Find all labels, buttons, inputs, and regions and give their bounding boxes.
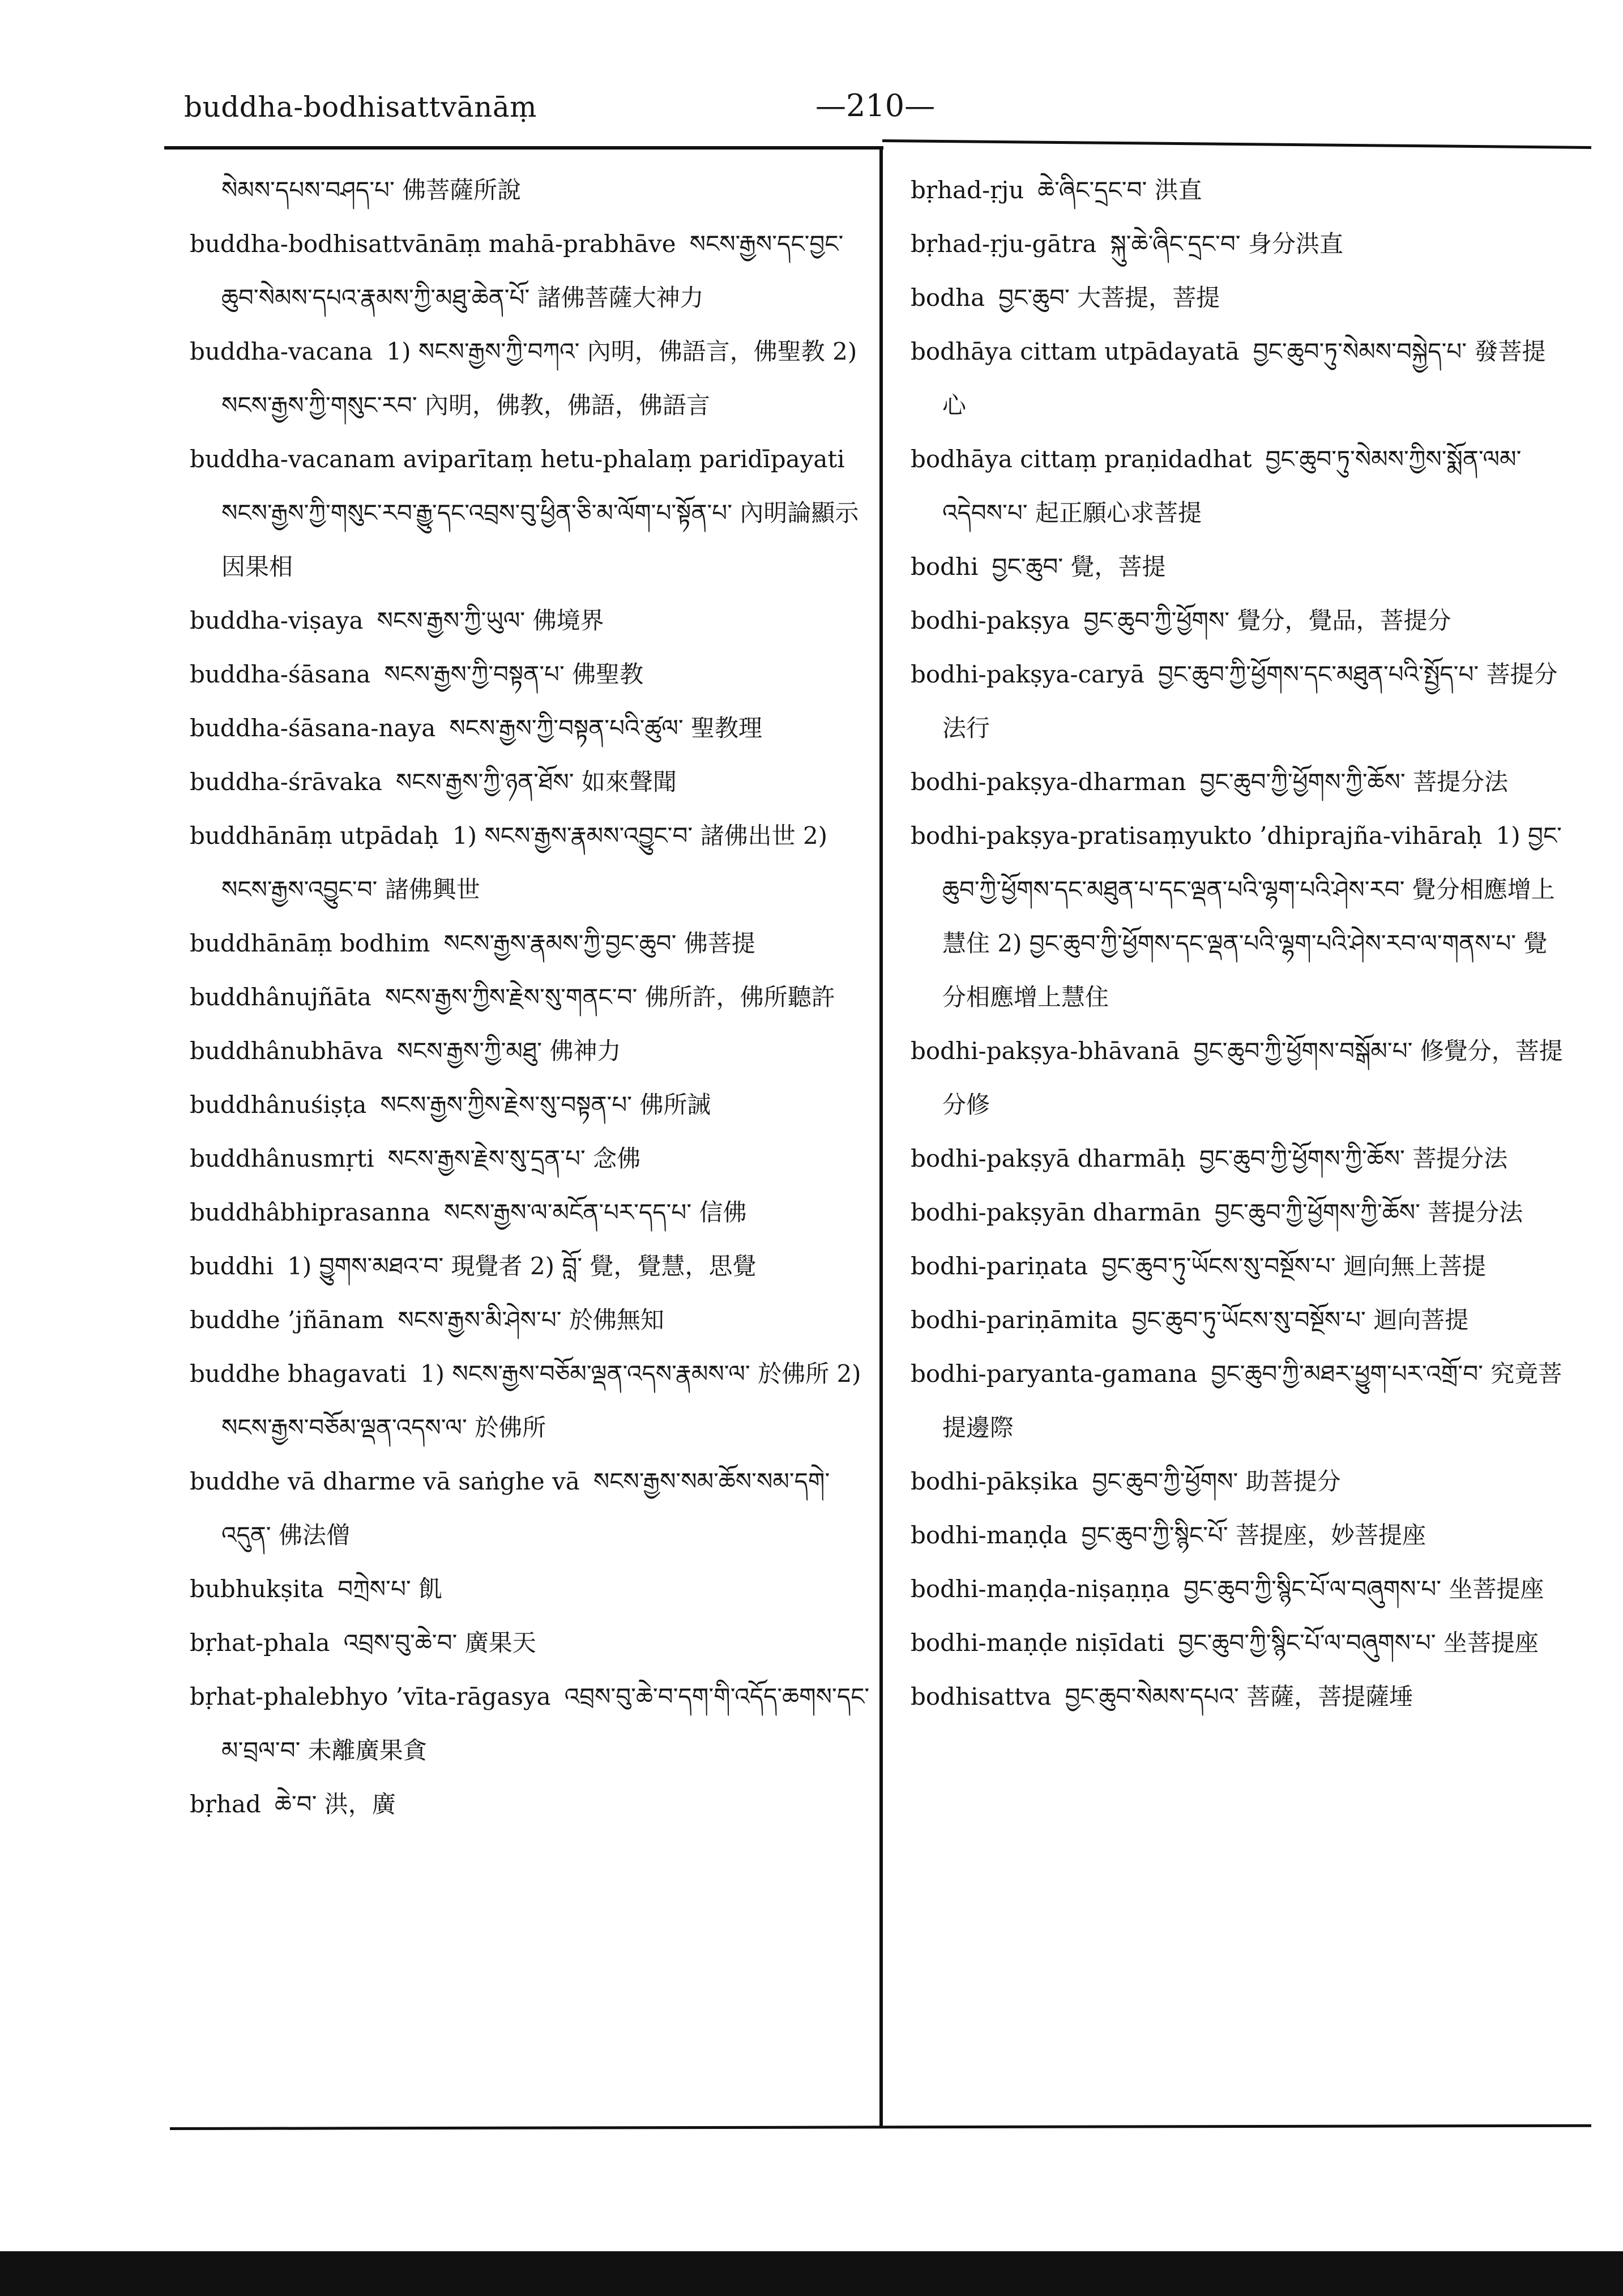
dictionary-entry <box>911 809 1568 1024</box>
entry-definition: བྱང་ཆུབ་ཏུ་ཡོངས་སུ་བསྔོས་པ་ 迴向無上菩提 <box>1101 1252 1486 1280</box>
entry-definition: སེམས་དཔས་བཤད་པ་ 佛菩薩所說 <box>221 176 522 204</box>
entry-headword: bodhi-paryanta-gamana <box>911 1360 1198 1388</box>
entry-definition: བྱང་ཆུབ་ཏུ་སེམས་བསྐྱེད་པ་ 發菩提心 <box>942 338 1546 419</box>
dictionary-entry <box>190 1185 875 1239</box>
entry-headword: bodha <box>911 284 985 311</box>
entry-definition: སངས་རྒྱས་ཀྱིས་རྗེས་སུ་གནང་བ་ 佛所許，佛所聽許 <box>385 983 835 1011</box>
dictionary-entry <box>911 217 1568 271</box>
dictionary-entry <box>190 1132 875 1185</box>
entry-headword: bodhi-maṇḍa <box>911 1521 1068 1549</box>
running-head: buddha-bodhisattvānāṃ <box>184 91 537 123</box>
entry-headword: bodhi-pakṣya-bhāvanā <box>911 1037 1180 1065</box>
entry-definition: ཆེ་ཞིང་དྲང་བ་ 洪直 <box>1037 176 1202 204</box>
entry-definition: འབྲས་བུ་ཆེ་བ་ 廣果天 <box>343 1629 536 1657</box>
dictionary-entry <box>190 1293 875 1347</box>
entry-headword: bodhi <box>911 553 979 581</box>
entry-definition: བྱང་ཆུབ་ 大菩提，菩提 <box>998 284 1220 311</box>
entry-definition: བྱང་ཆུབ་ཏུ་སེམས་ཀྱིས་སྨོན་ལམ་འདེབས་པ་ 起正願心求菩提 <box>942 445 1522 527</box>
entry-headword: bṛhad-ṛju <box>911 176 1024 204</box>
dictionary-entry <box>911 1562 1568 1616</box>
entry-headword: bodhi-maṇḍe niṣīdati <box>911 1629 1165 1657</box>
entry-definition: 1) སངས་རྒྱས་བཅོམ་ལྡན་འདས་རྣམས་ལ་ 於佛所 2) སངས་རྒྱས་བཅོམ་ལྡན་འདས་ལ་ 於佛所 <box>221 1360 861 1441</box>
entry-headword: bṛhad-ṛju-gātra <box>911 230 1097 258</box>
dictionary-entry <box>190 1454 875 1562</box>
dictionary-entry <box>190 970 875 1024</box>
dictionary-entry <box>190 1562 875 1616</box>
entry-definition: བྱང་ཆུབ་ཀྱི་ཕྱོགས་ཀྱི་ཆོས་ 菩提分法 <box>1199 1145 1508 1172</box>
entry-definition: བྱང་ཆུབ་ཀྱི་ཕྱོགས་ 助菩提分 <box>1092 1467 1341 1495</box>
dictionary-entry <box>190 1670 875 1777</box>
dictionary-entry <box>911 271 1568 325</box>
dictionary-entry <box>190 325 875 432</box>
entry-headword: bubhukṣita <box>190 1575 324 1603</box>
dictionary-entry <box>911 1239 1568 1293</box>
dictionary-entry <box>190 1777 875 1831</box>
entry-headword: buddhe bhagavati <box>190 1360 407 1388</box>
entry-definition: 1) བྱང་ཆུབ་ཀྱི་ཕྱོགས་དང་མཐུན་པ་དང་ལྡན་པའི་ལྷག་པའི་ཤེས་རབ་ 覺分相應增上慧住 2) བྱང་ཆུབ་ཀྱི་ཕྱོགས་དང་ལྡན་པའི་ལྷག་པའི་ཤེས་རབ་ལ་གནས་པ་ 覺分相應增上慧住 <box>942 822 1562 1011</box>
dictionary-entry <box>911 1508 1568 1562</box>
entry-definition: བྱང་ཆུབ་ཀྱི་སྙིང་པོ་ 菩提座，妙菩提座 <box>1081 1521 1426 1549</box>
entry-headword: buddhânuśiṣṭa <box>190 1091 367 1119</box>
entry-headword: bṛhat-phalebhyo ’vīta-rāgasya <box>190 1683 551 1710</box>
entry-headword: buddhânujñāta <box>190 983 371 1011</box>
dictionary-entry <box>190 1024 875 1078</box>
column-divider <box>879 146 883 2128</box>
entry-definition: 1) སངས་རྒྱས་རྣམས་འབྱུང་བ་ 諸佛出世 2) སངས་རྒྱས་འབྱུང་བ་ 諸佛興世 <box>221 822 828 903</box>
dictionary-entry <box>190 217 875 325</box>
entry-definition: 1) སངས་རྒྱས་ཀྱི་བཀའ་ 內明，佛語言，佛聖教 2) སངས་རྒྱས་ཀྱི་གསུང་རབ་ 內明，佛教，佛語，佛語言 <box>221 338 857 419</box>
entry-headword: buddha-bodhisattvānāṃ mahā-prabhāve <box>190 230 676 258</box>
entry-definition: སྐུ་ཆེ་ཞིང་དྲང་བ་ 身分洪直 <box>1110 230 1343 258</box>
entry-headword: buddha-śāsana <box>190 660 371 688</box>
entry-headword: buddha-vacana <box>190 338 373 365</box>
entry-definition: བྱང་ཆུབ་ཀྱི་ཕྱོགས་བསྒོམ་པ་ 修覺分，菩提分修 <box>942 1037 1563 1119</box>
dictionary-entry <box>190 432 875 594</box>
entry-definition: ཆེ་བ་ 洪，廣 <box>274 1790 396 1818</box>
entry-headword: bodhi-pakṣyā dharmāḥ <box>911 1145 1186 1172</box>
entry-definition: སངས་རྒྱས་ལ་མངོན་པར་དད་པ་ 信佛 <box>443 1198 747 1226</box>
entry-headword: bodhi-pakṣya-caryā <box>911 660 1145 688</box>
dictionary-entry <box>911 432 1568 540</box>
entry-definition: བཀྲེས་པ་ 飢 <box>338 1575 443 1603</box>
entry-headword: bṛhat-phala <box>190 1629 330 1657</box>
dictionary-entry <box>190 1239 875 1293</box>
dictionary-entry <box>911 1347 1568 1454</box>
entry-definition: སངས་རྒྱས་སམ་ཆོས་སམ་དགེ་འདུན་ 佛法僧 <box>221 1467 830 1549</box>
entry-headword: buddhânubhāva <box>190 1037 383 1065</box>
dictionary-entry <box>911 1024 1568 1132</box>
entry-definition: བྱང་ཆུབ་ཀྱི་ཕྱོགས་ཀྱི་ཆོས་ 菩提分法 <box>1199 768 1509 796</box>
entry-definition: སངས་རྒྱས་ཀྱི་ཉན་ཐོས་ 如來聲聞 <box>395 768 677 796</box>
entry-definition: བྱང་ཆུབ་ཀྱི་མཐར་ཕྱུག་པར་འགྲོ་བ་ 究竟菩提邊際 <box>942 1360 1562 1441</box>
dictionary-entry <box>911 1132 1568 1185</box>
dictionary-entry <box>911 540 1568 594</box>
entry-definition: བྱང་ཆུབ་ 覺，菩提 <box>992 553 1166 581</box>
entry-definition: སངས་རྒྱས་ཀྱི་མཐུ་ 佛神力 <box>396 1037 621 1065</box>
dictionary-entry <box>190 1347 875 1454</box>
entry-headword: buddha-śāsana-naya <box>190 714 436 742</box>
dictionary-entry <box>911 594 1568 647</box>
entry-headword: bodhāya cittam utpādayatā <box>911 338 1240 365</box>
top-rule-right <box>882 139 1591 149</box>
entry-headword: bodhi-pariṇata <box>911 1252 1088 1280</box>
dictionary-entry <box>190 1078 875 1132</box>
entry-headword: buddhi <box>190 1252 274 1280</box>
dictionary-entry <box>190 755 875 809</box>
dictionary-entry <box>911 1185 1568 1239</box>
left-column <box>190 163 875 1831</box>
entry-definition: སངས་རྒྱས་དང་བྱང་ཆུབ་སེམས་དཔའ་རྣམས་ཀྱི་མཐུ་ཆེན་པོ་ 諸佛菩薩大神力 <box>221 230 844 311</box>
entry-headword: buddha-śrāvaka <box>190 768 382 796</box>
entry-definition: བྱང་ཆུབ་སེམས་དཔའ་ 菩薩，菩提薩埵 <box>1065 1683 1413 1710</box>
entry-headword: bodhi-pākṣika <box>911 1467 1079 1495</box>
dictionary-entry <box>911 325 1568 432</box>
entry-definition: བྱང་ཆུབ་ཀྱི་ཕྱོགས་ཀྱི་ཆོས་ 菩提分法 <box>1214 1198 1523 1226</box>
entry-headword: bodhāya cittaṃ praṇidadhat <box>911 445 1252 473</box>
dictionary-entry <box>911 1293 1568 1347</box>
entry-definition: བྱང་ཆུབ་ཀྱི་ཕྱོགས་དང་མཐུན་པའི་སྤྱོད་པ་ 菩提分法行 <box>942 660 1558 742</box>
dictionary-entry <box>190 701 875 755</box>
entry-definition: སངས་རྒྱས་རྣམས་ཀྱི་བྱང་ཆུབ་ 佛菩提 <box>443 929 755 957</box>
entry-headword: buddhe vā dharme vā saṅghe vā <box>190 1467 580 1495</box>
entry-headword: buddhānāṃ bodhim <box>190 929 430 957</box>
dictionary-entry <box>190 1616 875 1670</box>
entry-definition: སངས་རྒྱས་ཀྱི་གསུང་རབ་རྒྱུ་དང་འབྲས་བུ་ཕྱིན་ཅི་མ་ལོག་པ་སྟོན་པ་ 內明論顯示因果相 <box>221 499 859 581</box>
dictionary-entry <box>911 647 1568 755</box>
dictionary-entry <box>911 163 1568 217</box>
dictionary-entry <box>911 1454 1568 1508</box>
scan-bottom-edge <box>0 2251 1623 2296</box>
entry-headword: buddha-vacanam aviparītaṃ hetu-phalaṃ paridīpayati <box>190 445 845 473</box>
entry-headword: bodhi-pakṣya-dharman <box>911 768 1186 796</box>
dictionary-entry <box>911 1670 1568 1723</box>
dictionary-entry <box>190 594 875 647</box>
entry-definition: 1) བྱུགས་མཐའ་བ་ 現覺者 2) བློ་ 覺，覺慧，思覺 <box>287 1252 757 1280</box>
dictionary-entry <box>911 755 1568 809</box>
entry-headword: buddhānāṃ utpādaḥ <box>190 822 439 850</box>
dictionary-entry <box>911 1616 1568 1670</box>
entry-definition: སངས་རྒྱས་ཀྱི་བསྟན་པ་ 佛聖教 <box>384 660 644 688</box>
entry-definition: བྱང་ཆུབ་ཀྱི་སྙིང་པོ་ལ་བཞུགས་པ་ 坐菩提座 <box>1178 1629 1539 1657</box>
entry-headword: bodhi-pakṣyān dharmān <box>911 1198 1201 1226</box>
entry-definition: བྱང་ཆུབ་ཀྱི་ཕྱོགས་ 覺分，覺品，菩提分 <box>1083 607 1451 634</box>
dictionary-entry <box>190 916 875 970</box>
entry-headword: bodhisattva <box>911 1683 1052 1710</box>
dictionary-entry <box>190 163 875 217</box>
entry-headword: buddhânusmṛti <box>190 1145 374 1172</box>
top-rule-left <box>164 146 883 150</box>
dictionary-entry <box>190 647 875 701</box>
entry-headword: buddhe ’jñānam <box>190 1306 385 1334</box>
entry-definition: འབྲས་བུ་ཆེ་བ་དག་གི་འདོད་ཆགས་དང་མ་བྲལ་བ་ 未離廣果貪 <box>221 1683 870 1764</box>
entry-definition: བྱང་ཆུབ་ཏུ་ཡོངས་སུ་བསྔོས་པ་ 迴向菩提 <box>1131 1306 1469 1334</box>
entry-headword: bodhi-pakṣya-pratisaṃyukto ’dhiprajña-vihāraḥ <box>911 822 1483 850</box>
entry-definition: སངས་རྒྱས་མི་ཤེས་པ་ 於佛無知 <box>398 1306 664 1334</box>
entry-headword: buddhâbhiprasanna <box>190 1198 430 1226</box>
entry-headword: bodhi-maṇḍa-niṣaṇṇa <box>911 1575 1170 1603</box>
entry-headword: bodhi-pakṣya <box>911 607 1070 634</box>
entry-headword: bṛhad <box>190 1790 261 1818</box>
entry-headword: buddha-viṣaya <box>190 607 364 634</box>
entry-headword: bodhi-pariṇāmita <box>911 1306 1118 1334</box>
page-number: —210— <box>815 88 936 123</box>
entry-definition: སངས་རྒྱས་ཀྱིས་རྗེས་སུ་བསྟན་པ་ 佛所誡 <box>380 1091 711 1119</box>
entry-definition: བྱང་ཆུབ་ཀྱི་སྙིང་པོ་ལ་བཞུགས་པ་ 坐菩提座 <box>1183 1575 1544 1603</box>
entry-definition: སངས་རྒྱས་རྗེས་སུ་དྲན་པ་ 念佛 <box>387 1145 641 1172</box>
dictionary-entry <box>190 809 875 916</box>
entry-definition: སངས་རྒྱས་ཀྱི་ཡུལ་ 佛境界 <box>377 607 604 634</box>
entry-definition: སངས་རྒྱས་ཀྱི་བསྟན་པའི་ཚུལ་ 聖教理 <box>449 714 763 742</box>
right-column <box>911 163 1568 1723</box>
